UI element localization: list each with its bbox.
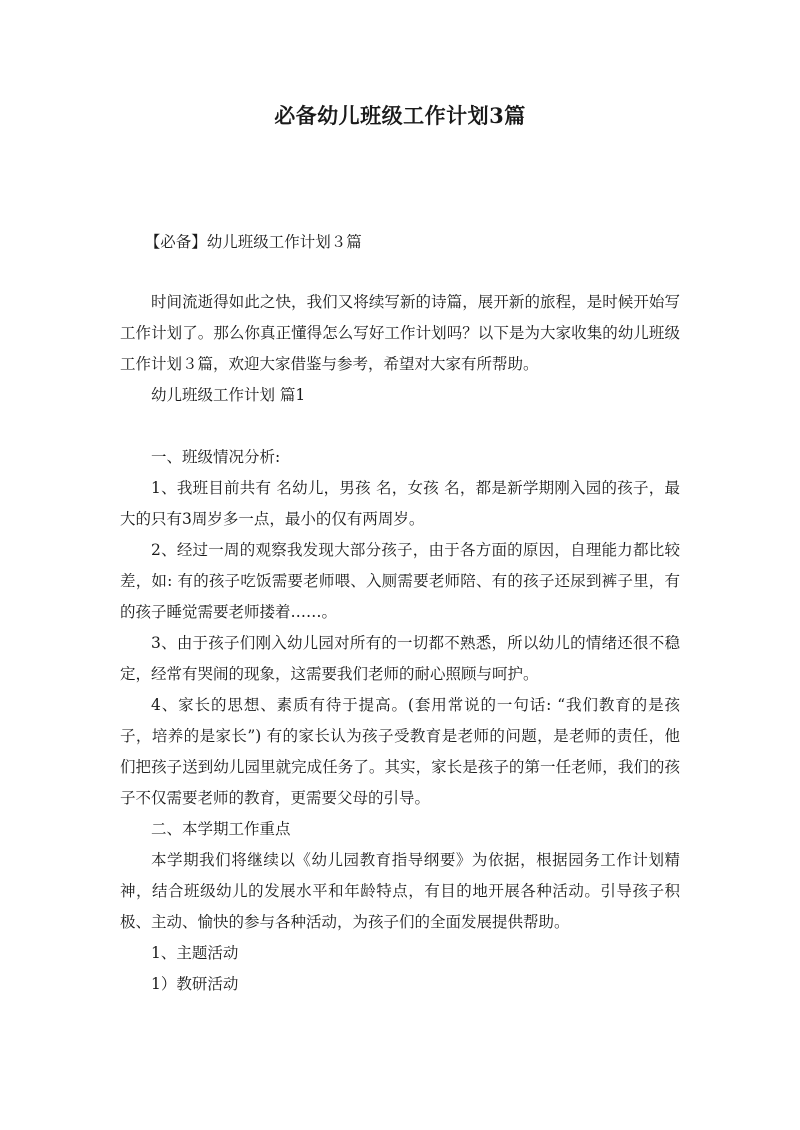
analysis-item-3: 3、由于孩子们刚入幼儿园对所有的一切都不熟悉，所以幼儿的情绪还很不稳定，经常有哭闹的现象，这需要我们老师的耐心照顾与呵护。 [120, 634, 680, 683]
analysis-item-4: 4、家长的思想、素质有待于提高。(套用常说的一句话: “我们教育的是孩子，培养的是家长”) 有的家长认为孩子受教育是老师的问题，是老师的责任，他们把孩子送到幼儿园里就完成任务了。其实，家长是孩子的第一任老师，我们的孩子不仅需要老师的教育，更需要父母的引导。 [120, 696, 680, 807]
analysis-item-1: 1、我班目前共有 名幼儿，男孩 名，女孩 名，都是新学期刚入园的孩子，最大的只有3周岁多一点，最小的仅有两周岁。 [120, 479, 680, 528]
document-body [120, 227, 680, 1000]
document-subtitle: 【必备】幼儿班级工作计划３篇 [144, 233, 362, 251]
subsection-research-activity: 1）教研活动 [151, 975, 239, 993]
intro-paragraph: 时间流逝得如此之快，我们又将续写新的诗篇，展开新的旅程，是时候开始写工作计划了。那么你真正懂得怎么写好工作计划吗？以下是为大家收集的幼儿班级工作计划３篇，欢迎大家借鉴与参考，希望对大家有所帮助。 [120, 293, 680, 373]
subsection-theme-activity: 1、主题活动 [151, 944, 239, 962]
document-title: 必备幼儿班级工作计划3篇 [274, 103, 526, 128]
focus-paragraph: 本学期我们将继续以《幼儿园教育指导纲要》为依据，根据园务工作计划精神，结合班级幼儿的发展水平和年龄特点，有目的地开展各种活动。引导孩子积极、主动、愉快的参与各种活动，为孩子们的全面发展提供帮助。 [120, 851, 680, 931]
section-heading-focus: 二、本学期工作重点 [151, 820, 291, 838]
section-heading-class-analysis: 一、班级情况分析: [151, 448, 281, 466]
analysis-item-2: 2、经过一周的观察我发现大部分孩子，由于各方面的原因，自理能力都比较差，如: 有的孩子吃饭需要老师喂、入厕需要老师陪、有的孩子还尿到裤子里，有的孩子睡觉需要老师搂着……。 [120, 541, 680, 621]
plan-heading: 幼儿班级工作计划 篇1 [151, 386, 306, 404]
